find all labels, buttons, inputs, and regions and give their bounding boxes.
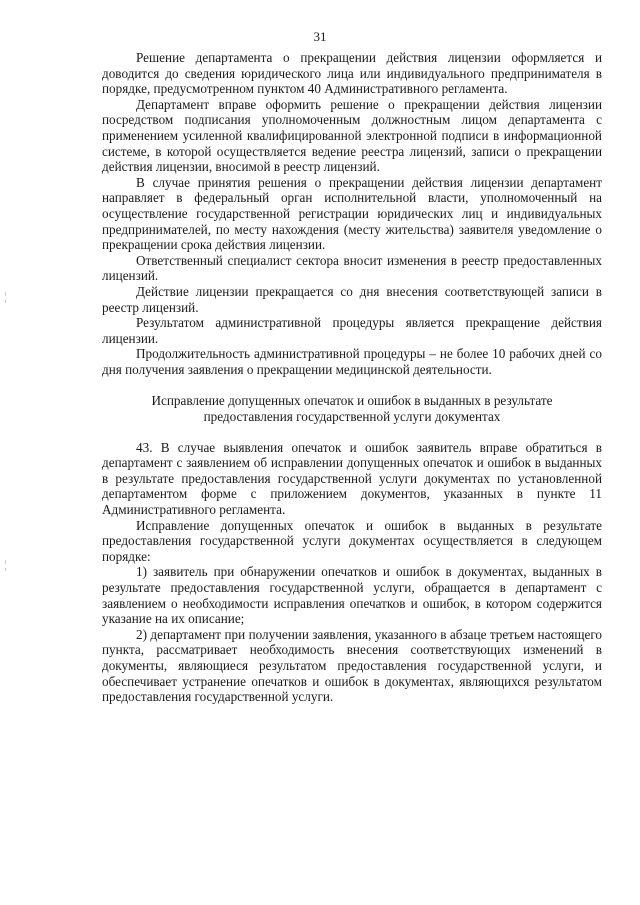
paragraph-step-2: 2) департамент при получении заявления, указанного в абзаце третьем настоящего пункта, рассматривает необходимость внесения соответствующих изменений в документы, являющиеся результатом предоставления государственной услуги, и обеспечивает устранение опечатков и ошибок в документах, являющихся результатом предоставления государственной услуги. <box>102 626 602 705</box>
section-title: Исправление допущенных опечаток и ошибок в выданных в результате предоставления государственной услуги документах <box>151 393 553 425</box>
paragraph-procedure-result: Результатом административной процедуры является прекращение действия лицензии. <box>102 315 602 346</box>
paragraph-procedure-duration: Продолжительность административной процедуры – не более 10 рабочих дней со дня получения заявления о прекращении медицинской деятельности. <box>102 346 602 377</box>
paragraph-correction-order: Исправление допущенных опечаток и ошибок в выданных в результате предоставления государственной услуги документах осуществляется в следующем порядке: <box>102 517 602 564</box>
paragraph-registry-changes: Ответственный специалист сектора вносит изменения в реестр предоставленных лицензий. <box>102 252 602 284</box>
paragraph-step-1: 1) заявитель при обнаружении опечатков и ошибок в документах, выданных в результате предоставления государственной услуги, обращается в департамент с заявлением о необходимости исправления опечатков и ошибок, в котором содержится указание на их описание; <box>102 564 602 627</box>
paragraph-electronic-signature: Департамент вправе оформить решение о прекращении действия лицензии посредством подписания уполномоченным должностным лицом департамента с применением усиленной квалифицированной электронной подписи в информационной системе, в которой осуществляется ведение реестра лицензий, записи о прекращении действия лицензии, вносимой в реестр лицензий. <box>102 96 602 175</box>
paragraph-license-termination-decision: Решение департамента о прекращении действия лицензии оформляется и доводится до сведения юридического лица или индивидуального предпринимателя в порядке, предусмотренном пунктом 40 Административного регламента. <box>102 50 602 97</box>
binding-edge-marks <box>3 0 9 905</box>
paragraph-termination-effective: Действие лицензии прекращается со дня внесения соответствующей записи в реестр лицензий. <box>102 283 602 315</box>
document-body <box>102 50 602 705</box>
page-number: 31 <box>313 29 327 44</box>
paragraph-federal-notification: В случае принятия решения о прекращении действия лицензии департамент направляет в федеральный орган исполнительной власти, уполномоченный на осуществление государственной регистрации юридических лиц и индивидуальных предпринимателей, по месту нахождения (месту жительства) заявителя уведомление о прекращении срока действия лицензии. <box>102 174 602 253</box>
paragraph-item-43: 43. В случае выявления опечаток и ошибок заявитель вправе обратиться в департамент с заявлением об исправлении допущенных опечаток и ошибок в выданных в результате предоставления государственной услуги документах по установленной департаментом форме с приложением документов, указанных в пункте 11 Административного регламента. <box>102 439 602 518</box>
